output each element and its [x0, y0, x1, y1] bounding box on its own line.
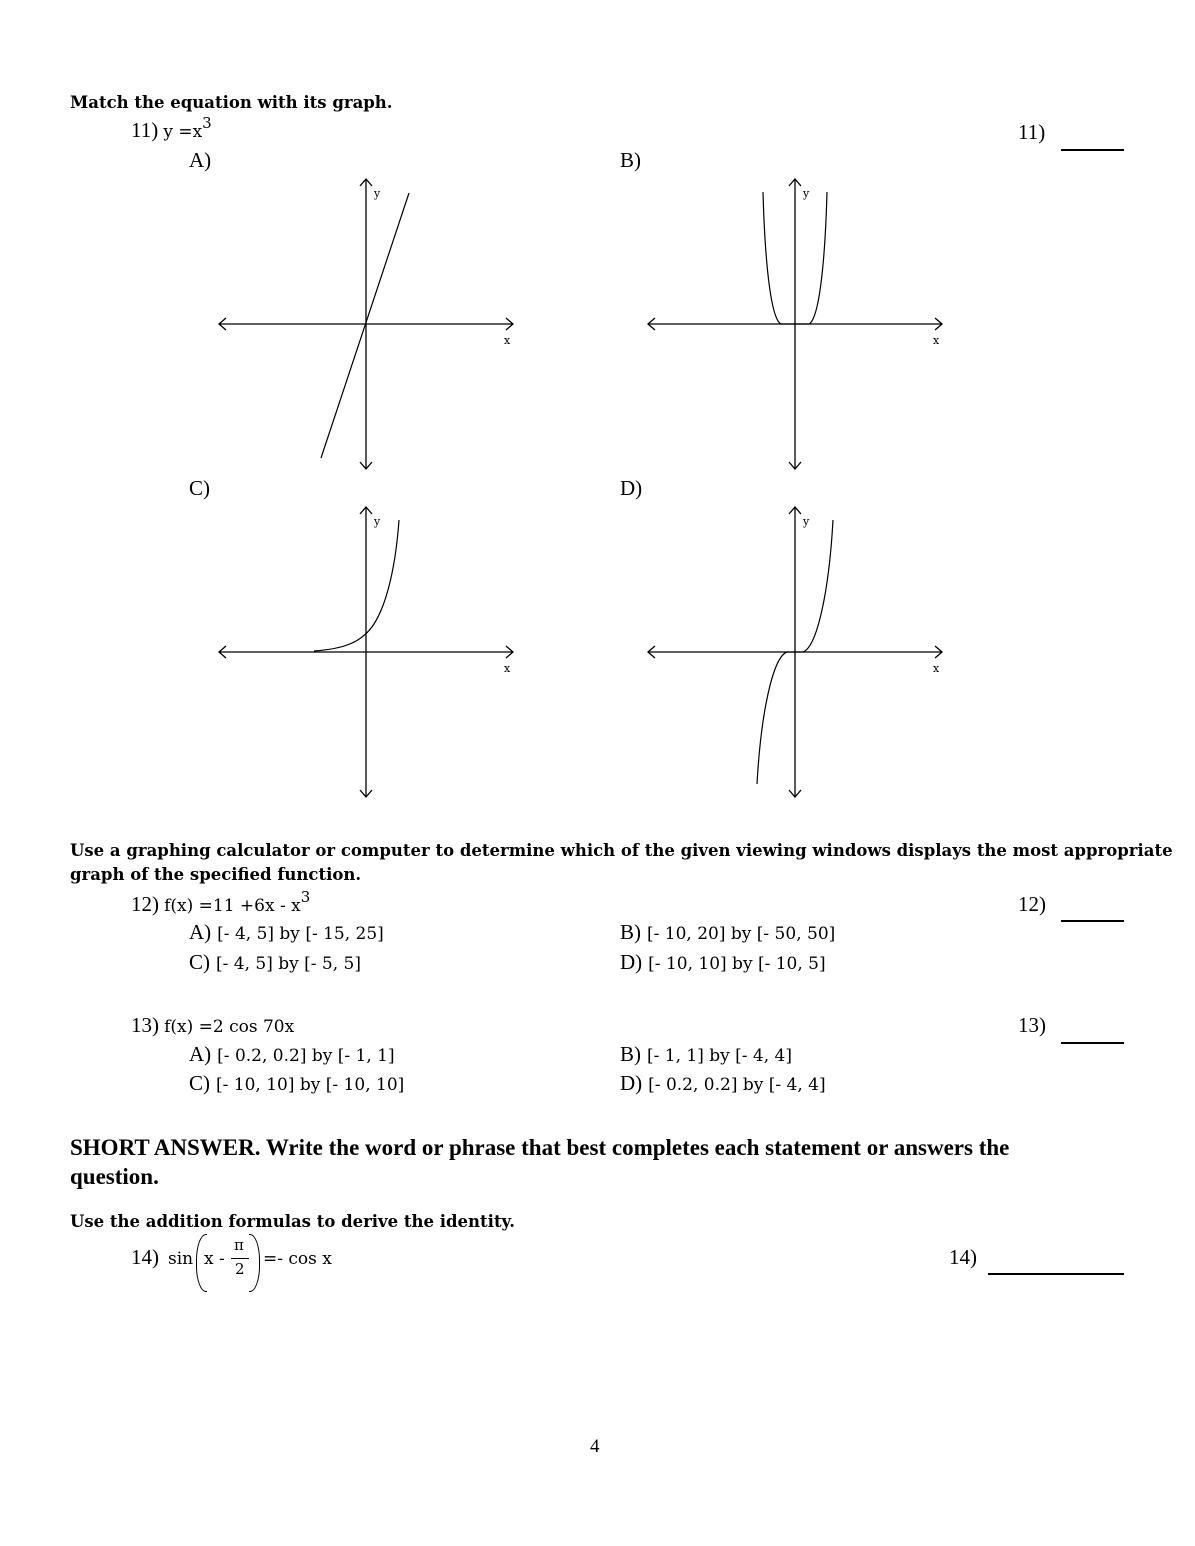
q12-option-b[interactable]: B) [- 10, 20] by [- 50, 50]	[620, 920, 836, 944]
graph-d-x-label: x	[933, 662, 940, 675]
q13-option-d[interactable]: D) [- 0.2, 0.2] by [- 4, 4]	[620, 1071, 826, 1095]
answer-label-12: 12)	[1018, 892, 1046, 916]
q14-inner: x -	[204, 1249, 225, 1269]
graph-a-y-label: y	[374, 187, 381, 200]
q13-option-c[interactable]: C) [- 10, 10] by [- 10, 10]	[189, 1071, 405, 1095]
question-equation: f(x) =2 cos 70x	[164, 1017, 295, 1037]
answer-label-14: 14)	[949, 1245, 977, 1269]
graph-d[interactable]	[648, 507, 942, 797]
graph-b[interactable]	[648, 179, 942, 469]
question-number-14: 14)	[131, 1245, 159, 1269]
option-letter-b: B)	[620, 148, 641, 172]
question-12	[131, 888, 311, 917]
q13-option-b[interactable]: B) [- 1, 1] by [- 4, 4]	[620, 1042, 792, 1066]
graph-a-x-label: x	[504, 334, 511, 347]
q14-frac-bar	[231, 1258, 249, 1259]
q12-option-d[interactable]: D) [- 10, 10] by [- 10, 5]	[620, 950, 826, 974]
q14-frac-den: 2	[235, 1260, 245, 1278]
graph-b-x-label: x	[933, 334, 940, 347]
question-equation: $y =x^3$	[163, 114, 212, 142]
graph-c-x-label: x	[504, 662, 511, 675]
answer-blank-12[interactable]	[1061, 920, 1124, 922]
answer-label-11: 11)	[1018, 120, 1046, 144]
graph-d-y-label: y	[803, 515, 810, 528]
q12-option-a[interactable]: A) [- 4, 5] by [- 15, 25]	[189, 920, 384, 944]
answer-label-13: 13)	[1018, 1013, 1046, 1037]
instruction-graphing-line1: Use a graphing calculator or computer to determine which of the given viewing windows displays the most appropriate	[70, 841, 1173, 860]
q14-sin: sin	[168, 1249, 194, 1269]
graph-c[interactable]	[219, 507, 513, 797]
answer-blank-13[interactable]	[1061, 1042, 1124, 1044]
option-letter-a: A)	[189, 148, 212, 172]
question-number: 13)	[131, 1013, 159, 1037]
question-number: 12)	[131, 892, 159, 916]
q14-rhs: =- cos x	[263, 1249, 332, 1269]
graph-a-curve	[321, 193, 409, 458]
page-number: 4	[590, 1436, 600, 1457]
graph-a[interactable]	[219, 179, 513, 469]
graph-c-curve	[314, 520, 399, 651]
question-number: 11)	[131, 118, 159, 142]
graph-b-y-label: y	[803, 187, 810, 200]
option-letter-c: C)	[189, 476, 210, 500]
graph-c-y-label: y	[374, 515, 381, 528]
instruction-match: Match the equation with its graph.	[70, 93, 393, 112]
q14-frac-num: π	[234, 1236, 244, 1254]
graph-c-axes	[219, 507, 513, 797]
answer-blank-14[interactable]	[988, 1273, 1124, 1275]
question-equation: $f(x) =11 +6x - x^3$	[164, 888, 311, 916]
instruction-graphing-line2: graph of the specified function.	[70, 865, 362, 884]
short-answer-heading: SHORT ANSWER. Write the word or phrase that best completes each statement or answers the question.	[70, 1135, 1010, 1189]
q12-option-c[interactable]: C) [- 4, 5] by [- 5, 5]	[189, 950, 361, 974]
q13-option-a[interactable]: A) [- 0.2, 0.2] by [- 1, 1]	[189, 1042, 395, 1066]
question-13	[131, 1013, 294, 1038]
option-letter-d: D)	[620, 476, 643, 500]
instruction-addition-formulas: Use the addition formulas to derive the identity.	[70, 1212, 516, 1231]
q14-right-paren	[249, 1234, 260, 1292]
